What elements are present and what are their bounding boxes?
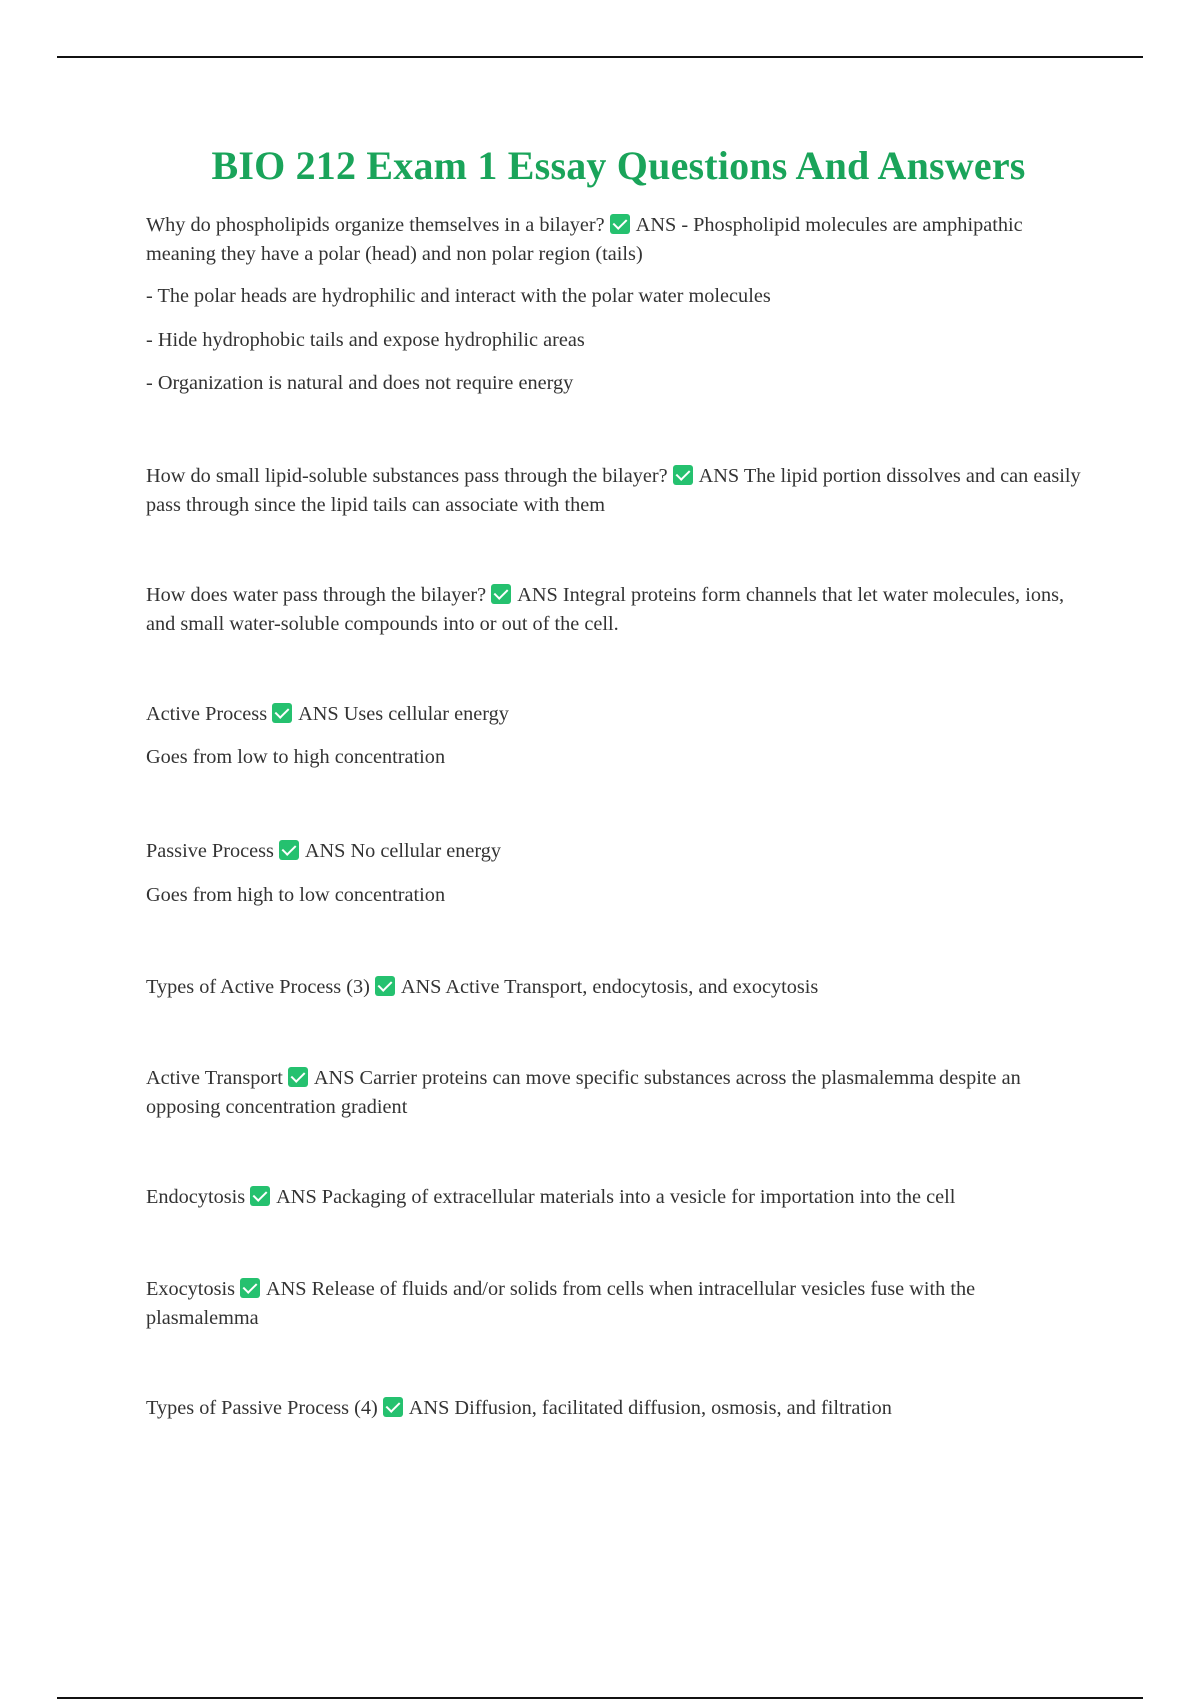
answer-detail: Goes from high to low concentration [146, 884, 446, 906]
answer-text: ANS Packaging of extracellular materials into a vesicle for importation into the cell [276, 1186, 956, 1208]
check-box-icon [288, 1067, 308, 1087]
top-rule [57, 56, 1143, 58]
qa-item [146, 211, 1090, 398]
answer-text: ANS - Phospholipid molecules are amphipathic meaning they have a polar (head) and non polar region (tails) [146, 214, 1023, 265]
answer-text: ANS Diffusion, facilitated diffusion, osmosis, and filtration [408, 1397, 892, 1419]
answer-text: ANS The lipid portion dissolves and can easily pass through since the lipid tails can associate with them [146, 465, 1081, 516]
qa-item [146, 973, 818, 1002]
check-box-icon [375, 976, 395, 996]
qa-item [146, 1394, 892, 1423]
qa-item [146, 1064, 1090, 1122]
answer-text: ANS Uses cellular energy [298, 703, 509, 725]
check-box-icon [610, 214, 630, 234]
answer-detail: - The polar heads are hydrophilic and interact with the polar water molecules [146, 285, 771, 307]
question-text: Why do phospholipids organize themselves in a bilayer? [146, 214, 605, 236]
check-box-icon [272, 703, 292, 723]
check-box-icon [383, 1397, 403, 1417]
question-text: How do small lipid-soluble substances pass through the bilayer? [146, 465, 668, 487]
bottom-rule [57, 1697, 1143, 1699]
check-box-icon [491, 584, 511, 604]
qa-item [146, 837, 501, 910]
qa-item [146, 700, 509, 772]
question-text: Types of Active Process (3) [146, 976, 370, 998]
question-text: How does water pass through the bilayer? [146, 584, 487, 606]
check-box-icon [279, 840, 299, 860]
answer-text: ANS Integral proteins form channels that let water molecules, ions, and small water-soluble compounds into or out of the cell. [146, 584, 1065, 635]
answer-text: ANS No cellular energy [304, 840, 502, 862]
answer-text: ANS Release of fluids and/or solids from cells when intracellular vesicles fuse with the plasmalemma [146, 1278, 976, 1329]
answer-detail: - Hide hydrophobic tails and expose hydrophilic areas [146, 329, 585, 351]
qa-item [146, 462, 1090, 520]
page-title: BIO 212 Exam 1 Essay Questions And Answers [211, 143, 1026, 188]
question-text: Endocytosis [146, 1186, 246, 1208]
question-text: Active Transport [146, 1067, 283, 1089]
question-text: Exocytosis [146, 1278, 236, 1300]
question-text: Types of Passive Process (4) [146, 1397, 378, 1419]
answer-detail: Goes from low to high concentration [146, 746, 446, 768]
qa-item [146, 1183, 955, 1212]
answer-text: ANS Carrier proteins can move specific substances across the plasmalemma despite an opposing concentration gradient [146, 1067, 1021, 1118]
question-text: Active Process [146, 703, 268, 725]
check-box-icon [250, 1186, 270, 1206]
qa-item [146, 1275, 1090, 1333]
answer-detail: - Organization is natural and does not require energy [146, 372, 574, 394]
answer-text: ANS Active Transport, endocytosis, and exocytosis [400, 976, 819, 998]
check-box-icon [240, 1278, 260, 1298]
check-box-icon [673, 465, 693, 485]
qa-item [146, 581, 1090, 639]
question-text: Passive Process [146, 840, 274, 862]
